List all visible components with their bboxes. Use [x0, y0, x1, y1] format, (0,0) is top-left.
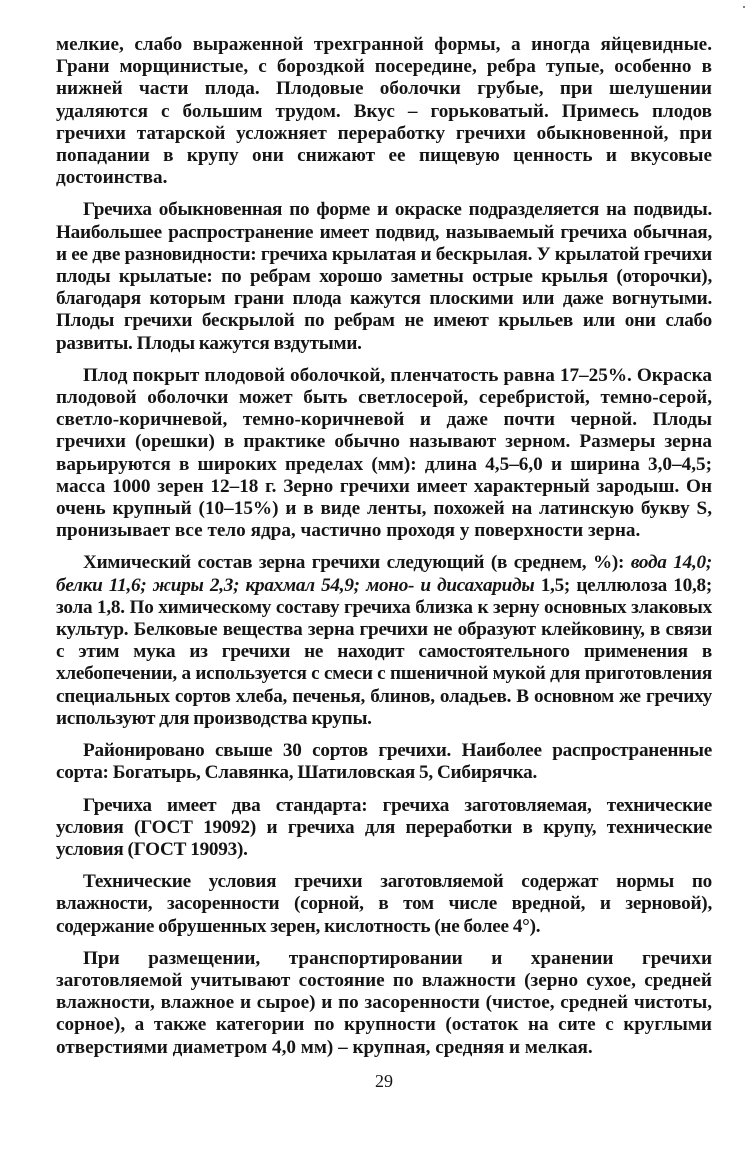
scan-speck — [743, 6, 745, 8]
paragraph-storage: При размещении, транспортировании и хранении гречихи заготовляемой учитывают состояние по влажности (зерно сухое, средней влажности, влажное и сырое) и по засоренности (чистое, средней чистоты, сорное), а также категории по крупности (остаток на сите с круглыми отверстиями диаметром 4,0 мм) – крупная, средняя и мелкая. — [56, 947, 712, 1058]
paragraph-varieties: Районировано свыше 30 сортов гречихи. Наиболее распространенные сорта: Богатырь, Славянка, Шатиловская 5, Сибирячка. — [56, 740, 712, 784]
chem-starch-term: крахмал — [245, 574, 315, 596]
chem-rest: 1,5; целлюлоза 10,8; зола 1,8. По химическому составу гречиха близка к зерну основных злаковых культур. Белковые вещества зерна гречихи не образуют клейковину, в связи с этим мука из гречихи не находит самостоятельного применения в хлебопечении, а используется с смеси с пшеничной мукой для приготовления специальных сортов хлеба, печенья, блинов, оладьев. В основном же гречиху используют для производства крупы. — [56, 574, 712, 729]
page-number: 29 — [375, 1071, 393, 1091]
paragraph-fruit-description: Плод покрыт плодовой оболочкой, пленчатость равна 17–25%. Окраска плодовой оболочки может быть светлосерой, серебристой, темно-серой, светло-коричневой, темно-коричневой и даже почти черной. Плоды гречихи (орешки) в практике обычно называют зерном. Размеры зерна варьируются в широких пределах (мм): длина 4,5–6,0 и ширина 3,0–4,5; масса 1000 зерен 12–18 г. Зерно гречихи имеет характерный зародыш. Он очень крупный (10–15%) и в виде ленты, похожей на латинскую букву S, пронизывает все тело ядра, частично проходя у поверхности зерна. — [56, 364, 712, 542]
chem-protein-value: 11,6; — [102, 574, 153, 596]
paragraph-continuation: мелкие, слабо выраженной трехгранной формы, а иногда яйцевидные. Грани морщинистые, с бороздкой посередине, ребра тупые, особенно в нижней части плода. Плодовые оболочки грубые, при шелушении удаляются с большим трудом. Вкус – горьковатый. Примесь плодов гречихи татарской усложняет переработку гречихи обыкновенной, при попадании в крупу они снижают ее пищевую ценность и вкусовые достоинства. — [56, 34, 712, 189]
paragraph-standards: Гречиха имеет два стандарта: гречиха заготовляемая, технические условия (ГОСТ 19092) и гречиха для переработки в крупу, технические условия (ГОСТ 19093). — [56, 794, 712, 860]
chem-protein-term: белки — [56, 574, 103, 596]
paragraph-technical-conditions: Технические условия гречихи заготовляемой содержат нормы по влажности, засоренности (сорной, в том числе вредной, и зерновой), содержание обрушенных зерен, кислотность (не более 4°). — [56, 871, 712, 937]
book-page — [56, 34, 712, 1124]
chem-intro: Химический состав зерна гречихи следующий (в среднем, %): — [83, 552, 631, 574]
chem-fat-value: 2,3; — [203, 574, 246, 596]
chem-fat-term: жиры — [152, 574, 204, 596]
chem-water-value: 14,0; — [666, 552, 712, 574]
chem-starch-value: 54,9; — [314, 574, 367, 596]
chem-water-term: вода — [630, 552, 667, 574]
paragraph-chemical-composition — [56, 552, 712, 730]
chem-saccharides-term: моно- и дисахариды — [366, 574, 535, 596]
paragraph-subspecies: Гречиха обыкновенная по форме и окраске подразделяется на подвиды. Наибольшее распространение имеет подвид, называемый гречиха обычная, и ее две разновидности: гречиха крылатая и бескрылая. У крылатой гречихи плоды крылатые: по ребрам хорошо заметны острые крылья (оторочки), благодаря которым грани плода кажутся плоскими или даже вогнутыми. Плоды гречихи бескрылой по ребрам не имеют крыльев или они слабо развиты. Плоды кажутся вздутыми. — [56, 199, 712, 354]
